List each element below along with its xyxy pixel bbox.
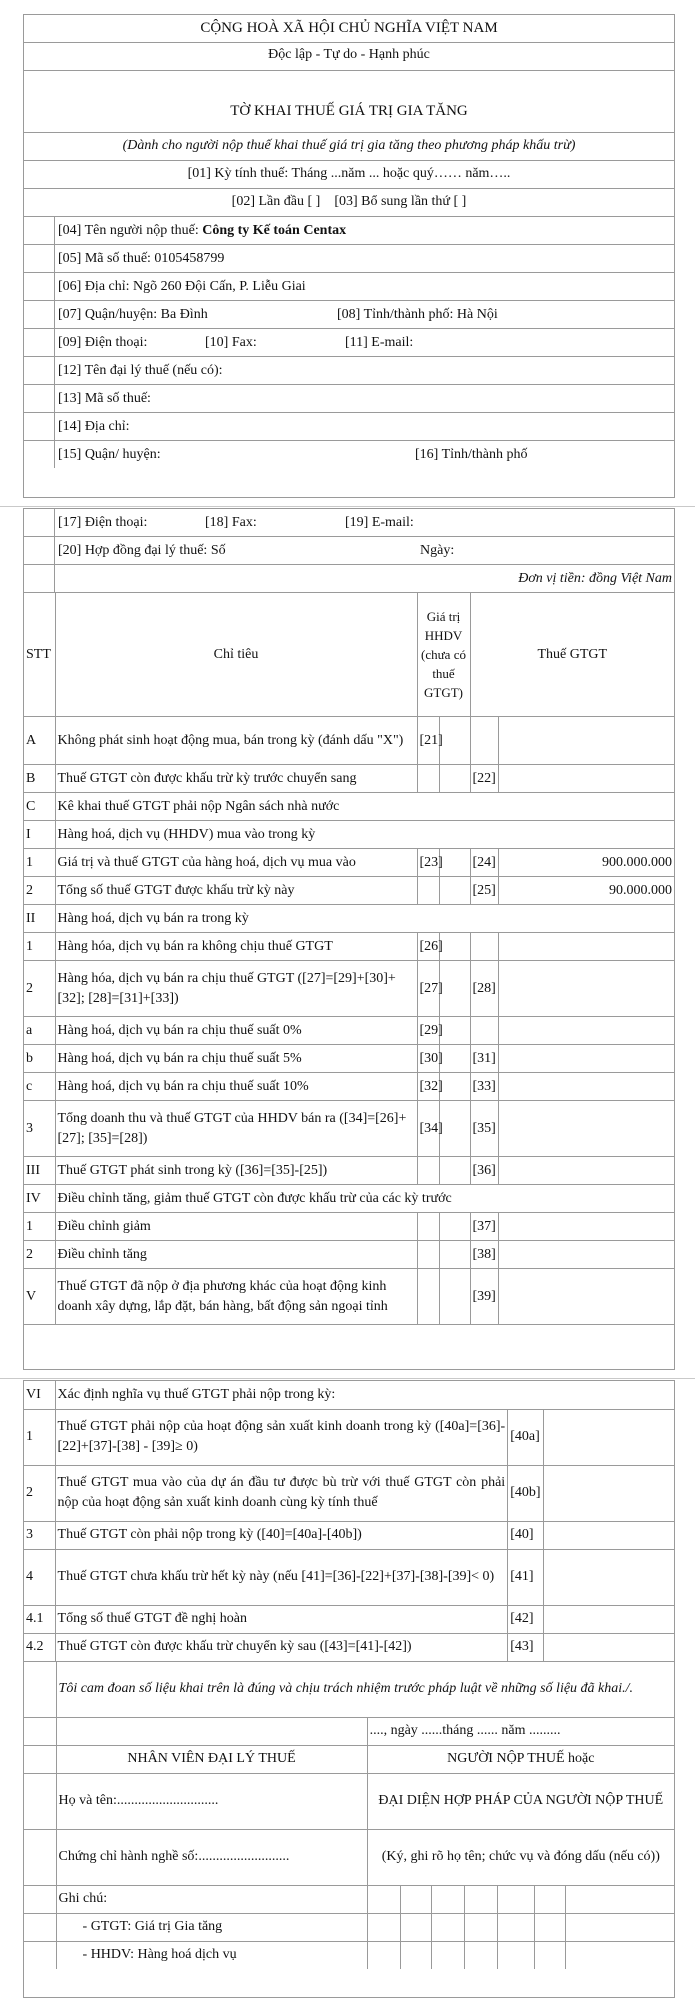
row-code-tax: [38] <box>470 1241 498 1269</box>
row-code-value: [30] <box>417 1045 439 1073</box>
row-code-tax <box>470 933 498 961</box>
row-code: [40] <box>508 1521 544 1549</box>
row-code: [43] <box>508 1633 544 1661</box>
taxpayer-phone: [09] Điện thoại: <box>58 335 148 350</box>
row-value-amount <box>439 961 470 1017</box>
table-row <box>24 961 674 1017</box>
row-code: [41] <box>508 1549 544 1605</box>
page-3 <box>23 1380 675 1998</box>
signature-note: (Ký, ghi rõ họ tên; chức vụ và đóng dấu (nếu có)) <box>367 1829 674 1885</box>
agent-district: [15] Quận/ huyện: <box>58 447 161 462</box>
row-section-label: Điều chỉnh tăng, giảm thuế GTGT còn được khấu trừ của các kỳ trước <box>55 1185 674 1213</box>
agent-email: [19] E-mail: <box>345 515 414 530</box>
agent-address: [14] Địa chỉ: <box>54 413 674 440</box>
row-code-tax: [39] <box>470 1269 498 1325</box>
taxpayer-email: [11] E-mail: <box>345 335 414 350</box>
row-code-value: [32] <box>417 1073 439 1101</box>
agent-certificate: Chứng chỉ hành nghề số:.......................... <box>56 1829 367 1885</box>
row-label: Giá trị và thuế GTGT của hàng hoá, dịch vụ mua vào <box>55 849 417 877</box>
row-stt: 4.2 <box>24 1633 55 1661</box>
row-stt: 2 <box>24 961 55 1017</box>
row-stt: B <box>24 765 55 793</box>
agent-name: [12] Tên đại lý thuế (nếu có): <box>54 357 674 384</box>
row-stt: IV <box>24 1185 55 1213</box>
row-code-tax: [22] <box>470 765 498 793</box>
row-section-label: Xác định nghĩa vụ thuế GTGT phải nộp trong kỳ: <box>55 1381 674 1409</box>
row-stt: III <box>24 1157 55 1185</box>
row-code-value <box>417 1213 439 1241</box>
row-value-amount <box>439 1157 470 1185</box>
row-label: Hàng hóa, dịch vụ bán ra chịu thuế GTGT ([27]=[29]+[30]+[32]; [28]=[31]+[33]) <box>55 961 417 1017</box>
table-row <box>24 821 674 849</box>
table-row <box>24 717 674 765</box>
agent-phone: [17] Điện thoại: <box>58 515 148 530</box>
row-label: Thuế GTGT mua vào của dự án đầu tư được bù trừ với thuế GTGT còn phải nộp của hoạt động sản xuất kinh doanh cùng kỳ tính thuế <box>55 1465 508 1521</box>
col-chi-tieu: Chỉ tiêu <box>55 593 417 717</box>
page-separator <box>0 506 695 507</box>
row-tax-amount <box>498 1017 674 1045</box>
declaration-table <box>24 592 674 1325</box>
row-label: Hàng hoá, dịch vụ bán ra chịu thuế suất 10% <box>55 1073 417 1101</box>
row-value-amount <box>439 1269 470 1325</box>
row-amount <box>544 1633 674 1661</box>
table-row <box>24 1101 674 1157</box>
col-thue: Thuế GTGT <box>470 593 674 717</box>
table-row <box>24 1185 674 1213</box>
row-code-tax <box>470 1017 498 1045</box>
form-subtitle: (Dành cho người nộp thuế khai thuế giá trị gia tăng theo phương pháp khấu trừ) <box>24 133 674 161</box>
row-stt: 4.1 <box>24 1605 55 1633</box>
row-tax-amount <box>498 1157 674 1185</box>
row-tax-amount <box>498 933 674 961</box>
row-amount <box>544 1409 674 1465</box>
row-code-value <box>417 877 439 905</box>
row-code-tax: [25] <box>470 877 498 905</box>
row-code-value: [21] <box>417 717 439 765</box>
row-value-amount <box>439 717 470 765</box>
row-tax-amount <box>498 1045 674 1073</box>
row-stt: c <box>24 1073 55 1101</box>
taxpayer-district: [07] Quận/huyện: Ba Đình <box>58 307 208 322</box>
row-stt: 1 <box>24 1213 55 1241</box>
note-hhdv: - HHDV: Hàng hoá dịch vụ <box>56 1941 367 1969</box>
row-value-amount <box>439 877 470 905</box>
table-row <box>24 1381 674 1409</box>
row-stt: 3 <box>24 1101 55 1157</box>
table-row <box>24 1549 674 1605</box>
row-stt: I <box>24 821 55 849</box>
row-value-amount <box>439 933 470 961</box>
row-stt: V <box>24 1269 55 1325</box>
row-stt: b <box>24 1045 55 1073</box>
row-code-value <box>417 1157 439 1185</box>
row-value-amount <box>439 1241 470 1269</box>
note-gtgt: - GTGT: Giá trị Gia tăng <box>56 1913 367 1941</box>
row-label: Tổng số thuế GTGT đề nghị hoàn <box>55 1605 508 1633</box>
row-label: Điều chỉnh giảm <box>55 1213 417 1241</box>
table-header-row <box>24 593 674 717</box>
commitment-text: Tôi cam đoan số liệu khai trên là đúng và chịu trách nhiệm trước pháp luật về những số liệu đã khai./. <box>56 1661 674 1717</box>
table-row <box>24 849 674 877</box>
row-code-value: [26] <box>417 933 439 961</box>
row-label: Thuế GTGT chưa khấu trừ hết kỳ này (nếu [41]=[36]-[22]+[37]-[38]-[39]< 0) <box>55 1549 508 1605</box>
row-label: Tổng số thuế GTGT được khấu trừ kỳ này <box>55 877 417 905</box>
row-stt: 1 <box>24 933 55 961</box>
col-stt: STT <box>24 593 55 717</box>
row-tax-amount: 900.000.000 <box>498 849 674 877</box>
row-code: [40a] <box>508 1409 544 1465</box>
row-code-tax: [37] <box>470 1213 498 1241</box>
row-code-value <box>417 1241 439 1269</box>
taxpayer-sign-title: NGƯỜI NỘP THUẾ hoặc <box>367 1745 674 1773</box>
row-code-tax: [24] <box>470 849 498 877</box>
row-tax-amount <box>498 1213 674 1241</box>
row-code-tax: [28] <box>470 961 498 1017</box>
row-tax-amount <box>498 1241 674 1269</box>
taxpayer-name: [04] Tên người nộp thuế: Công ty Kế toán Centax <box>54 217 674 244</box>
row-code-tax <box>470 717 498 765</box>
legal-rep-title: ĐẠI DIỆN HỢP PHÁP CỦA NGƯỜI NỘP THUẾ <box>367 1773 674 1829</box>
row-tax-amount <box>498 765 674 793</box>
row-stt: a <box>24 1017 55 1045</box>
row-value-amount <box>439 765 470 793</box>
motto: Độc lập - Tự do - Hạnh phúc <box>24 43 674 71</box>
table-row <box>24 905 674 933</box>
row-stt: 3 <box>24 1521 55 1549</box>
page-2 <box>23 508 675 1370</box>
table-row <box>24 1521 674 1549</box>
col-gia-tri: Giá trị HHDV (chưa có thuế GTGT) <box>417 593 470 717</box>
form-title: TỜ KHAI THUẾ GIÁ TRỊ GIA TĂNG <box>24 71 674 133</box>
row-amount <box>544 1549 674 1605</box>
row-stt: 2 <box>24 877 55 905</box>
table-row <box>24 1269 674 1325</box>
taxpayer-province: [08] Tỉnh/thành phố: Hà Nội <box>337 307 498 322</box>
submission-type <box>24 189 674 217</box>
row-tax-amount <box>498 1269 674 1325</box>
row-label: Thuế GTGT còn được khấu trừ chuyển kỳ sau ([43]=[41]-[42]) <box>55 1633 508 1661</box>
row-label: Không phát sinh hoạt động mua, bán trong kỳ (đánh dấu "X") <box>55 717 417 765</box>
row-label: Thuế GTGT phải nộp của hoạt động sản xuất kinh doanh trong kỳ ([40a]=[36]-[22]+[37]-[38] - [39]≥ 0) <box>55 1409 508 1465</box>
row-code: [42] <box>508 1605 544 1633</box>
agent-staff-title: NHÂN VIÊN ĐẠI LÝ THUẾ <box>56 1745 367 1773</box>
row-value-amount <box>439 1101 470 1157</box>
agent-fax: [18] Fax: <box>205 515 257 530</box>
row-code-tax: [35] <box>470 1101 498 1157</box>
row-code-value <box>417 765 439 793</box>
row-stt: 1 <box>24 1409 55 1465</box>
table-row <box>24 1073 674 1101</box>
row-section-label: Hàng hoá, dịch vụ (HHDV) mua vào trong kỳ <box>55 821 674 849</box>
taxpayer-address: [06] Địa chỉ: Ngõ 260 Đội Cấn, P. Liễu Giai <box>54 273 674 300</box>
row-label: Hàng hoá, dịch vụ bán ra chịu thuế suất 5% <box>55 1045 417 1073</box>
row-label: Thuế GTGT phát sinh trong kỳ ([36]=[35]-[25]) <box>55 1157 417 1185</box>
row-label: Thuế GTGT đã nộp ở địa phương khác của hoạt động kinh doanh xây dựng, lắp đặt, bán hàng, bất động sản ngoại tỉnh <box>55 1269 417 1325</box>
row-tax-amount <box>498 961 674 1017</box>
row-label: Hàng hóa, dịch vụ bán ra không chịu thuế GTGT <box>55 933 417 961</box>
agency-contract: [20] Hợp đồng đại lý thuế: Số <box>58 543 226 558</box>
row-value-amount <box>439 849 470 877</box>
row-section-label: Hàng hoá, dịch vụ bán ra trong kỳ <box>55 905 674 933</box>
row-value-amount <box>439 1017 470 1045</box>
obligation-table <box>24 1381 674 1662</box>
row-label: Điều chỉnh tăng <box>55 1241 417 1269</box>
row-label: Hàng hoá, dịch vụ bán ra chịu thuế suất 0% <box>55 1017 417 1045</box>
row-amount <box>544 1521 674 1549</box>
date-line: ...., ngày ......tháng ...... năm ......... <box>367 1717 674 1745</box>
row-tax-amount <box>498 717 674 765</box>
row-code-value: [34] <box>417 1101 439 1157</box>
row-stt: 2 <box>24 1241 55 1269</box>
table-row <box>24 765 674 793</box>
table-row <box>24 1213 674 1241</box>
table-row <box>24 877 674 905</box>
supplement-submission: [03] Bổ sung lần thứ [ ] <box>334 194 467 209</box>
page-separator <box>0 1378 695 1379</box>
agent-tax-code: [13] Mã số thuế: <box>54 385 674 412</box>
row-section-label: Kê khai thuế GTGT phải nộp Ngân sách nhà nước <box>55 793 674 821</box>
table-row <box>24 1409 674 1465</box>
taxpayer-tax-code: [05] Mã số thuế: 0105458799 <box>54 245 674 272</box>
row-code-value: [29] <box>417 1017 439 1045</box>
agency-contract-date: Ngày: <box>420 543 455 558</box>
row-label: Thuế GTGT còn phải nộp trong kỳ ([40]=[40a]-[40b]) <box>55 1521 508 1549</box>
currency-unit: Đơn vị tiền: đồng Việt Nam <box>54 565 674 592</box>
row-stt: C <box>24 793 55 821</box>
row-tax-amount <box>498 1101 674 1157</box>
row-tax-amount <box>498 1073 674 1101</box>
table-row <box>24 1017 674 1045</box>
table-row <box>24 1045 674 1073</box>
country-header: CỘNG HOÀ XÃ HỘI CHỦ NGHĨA VIỆT NAM <box>24 15 674 43</box>
signature-table <box>24 1661 674 1970</box>
row-code-tax: [36] <box>470 1157 498 1185</box>
first-submission: [02] Lần đầu [ ] <box>231 194 321 209</box>
row-amount <box>544 1605 674 1633</box>
row-label: Thuế GTGT còn được khấu trừ kỳ trước chuyển sang <box>55 765 417 793</box>
table-row <box>24 793 674 821</box>
page-1 <box>23 14 675 498</box>
table-row <box>24 1633 674 1661</box>
row-label: Tổng doanh thu và thuế GTGT của HHDV bán ra ([34]=[26]+[27]; [35]=[28]) <box>55 1101 417 1157</box>
row-code-value: [23] <box>417 849 439 877</box>
table-row <box>24 1157 674 1185</box>
notes-title: Ghi chú: <box>56 1885 367 1913</box>
table-row <box>24 933 674 961</box>
table-row <box>24 1605 674 1633</box>
row-code-value <box>417 1269 439 1325</box>
table-row <box>24 1241 674 1269</box>
row-value-amount <box>439 1045 470 1073</box>
agent-full-name: Họ và tên:............................. <box>56 1773 367 1829</box>
row-value-amount <box>439 1213 470 1241</box>
row-tax-amount: 90.000.000 <box>498 877 674 905</box>
row-code: [40b] <box>508 1465 544 1521</box>
row-stt: 1 <box>24 849 55 877</box>
row-code-value: [27] <box>417 961 439 1017</box>
row-stt: II <box>24 905 55 933</box>
row-code-tax: [33] <box>470 1073 498 1101</box>
row-value-amount <box>439 1073 470 1101</box>
row-stt: 2 <box>24 1465 55 1521</box>
tax-period: [01] Kỳ tính thuế: Tháng ...năm ... hoặc quý…… năm….. <box>24 161 674 189</box>
row-stt: A <box>24 717 55 765</box>
table-row <box>24 1465 674 1521</box>
row-stt: 4 <box>24 1549 55 1605</box>
agent-province: [16] Tỉnh/thành phố <box>415 447 528 462</box>
taxpayer-name-value: Công ty Kế toán Centax <box>202 223 347 238</box>
row-code-tax: [31] <box>470 1045 498 1073</box>
row-amount <box>544 1465 674 1521</box>
taxpayer-fax: [10] Fax: <box>205 335 257 350</box>
row-stt: VI <box>24 1381 55 1409</box>
